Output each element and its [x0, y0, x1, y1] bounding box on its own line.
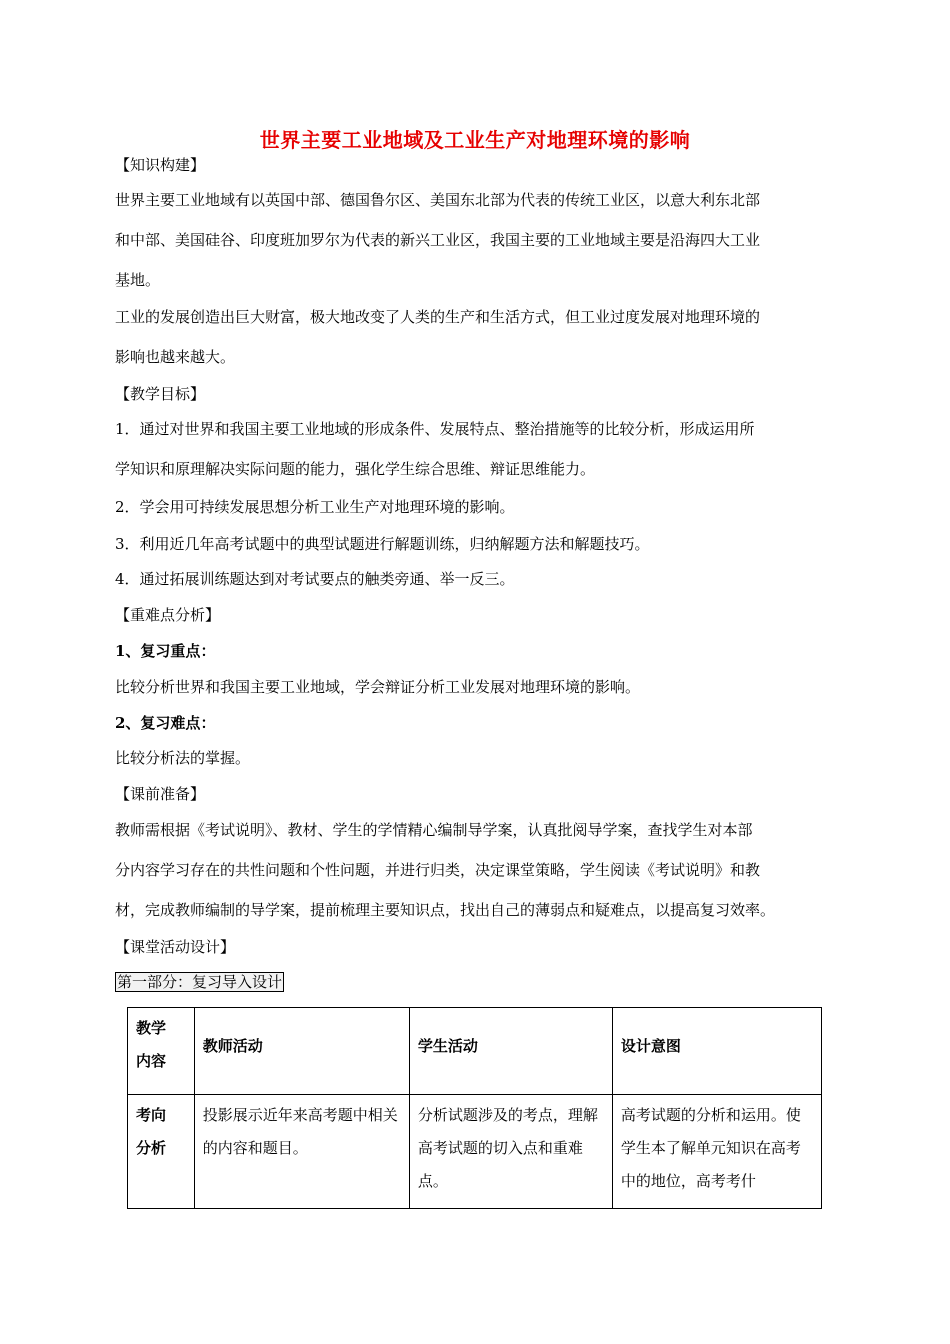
prep-paragraph-line: 分内容学习存在的共性问题和个性问题，并进行归类，决定课堂策略，学生阅读《考试说明》和教	[115, 861, 761, 879]
goals-heading: 【教学目标】	[115, 385, 206, 403]
knowledge-heading: 【知识构建】	[115, 156, 206, 174]
cell-student-activity: 分析试题涉及的考点，理解高考试题的切入点和重难点。	[409, 1095, 612, 1209]
lesson-design-table	[127, 1007, 822, 1209]
goals-item-line: 学知识和原理解决实际问题的能力，强化学生综合思维、辩证思维能力。	[115, 460, 596, 478]
prep-paragraph-line: 教师需根据《考试说明》、教材、学生的学情精心编制导学案，认真批阅导学案，查找学生对本部	[115, 821, 753, 839]
header-content-line: 教学	[136, 1019, 167, 1037]
cell-content-line: 分析	[136, 1139, 167, 1157]
header-cell-student: 学生活动	[409, 1008, 612, 1095]
header-cell-teacher: 教师活动	[194, 1008, 409, 1095]
cell-teacher-activity: 投影展示近年来高考题中相关的内容和题目。	[194, 1095, 409, 1209]
key-point-label: 1、复习重点：	[115, 642, 216, 660]
analysis-heading: 【重难点分析】	[115, 606, 221, 624]
goals-item-line: 3．利用近几年高考试题中的典型试题进行解题训练，归纳解题方法和解题技巧。	[115, 535, 650, 553]
cell-content-line: 考向	[136, 1106, 167, 1124]
header-cell-intent: 设计意图	[612, 1008, 821, 1095]
knowledge-paragraph-line: 基地。	[115, 271, 161, 289]
difficulty-label: 2、复习难点：	[115, 714, 216, 732]
knowledge-paragraph-line: 世界主要工业地域有以英国中部、德国鲁尔区、美国东北部为代表的传统工业区，以意大利东北部	[115, 191, 761, 209]
difficulty-text: 比较分析法的掌握。	[115, 749, 251, 767]
header-content-line: 内容	[136, 1052, 167, 1070]
part-one-label-wrapper	[115, 972, 845, 992]
document-title: 世界主要工业地域及工业生产对地理环境的影响	[259, 128, 691, 152]
knowledge-paragraph-line: 工业的发展创造出巨大财富，极大地改变了人类的生产和生活方式，但工业过度发展对地理环境的	[115, 308, 761, 326]
cell-design-intent: 高考试题的分析和运用。使学生本了解单元知识在高考中的地位，高考考什	[612, 1095, 821, 1209]
goals-item-line: 2．学会用可持续发展思想分析工业生产对地理环境的影响。	[115, 498, 515, 516]
header-cell-content	[128, 1008, 195, 1095]
prep-paragraph-line: 材，完成教师编制的导学案，提前梳理主要知识点，找出自己的薄弱点和疑难点，以提高复习效率。	[115, 901, 776, 919]
table-row	[128, 1095, 822, 1209]
key-point-text: 比较分析世界和我国主要工业地域，学会辩证分析工业发展对地理环境的影响。	[115, 678, 641, 696]
goals-item-line: 1．通过对世界和我国主要工业地域的形成条件、发展特点、整治措施等的比较分析，形成运用所	[115, 420, 755, 438]
part-one-label: 第一部分：复习导入设计	[117, 973, 283, 991]
table-header-row	[128, 1008, 822, 1095]
cell-content	[128, 1095, 195, 1209]
knowledge-paragraph-line: 影响也越来越大。	[115, 348, 236, 366]
knowledge-paragraph-line: 和中部、美国硅谷、印度班加罗尔为代表的新兴工业区，我国主要的工业地域主要是沿海四大工业	[115, 231, 761, 249]
prep-heading: 【课前准备】	[115, 785, 206, 803]
activity-heading: 【课堂活动设计】	[115, 938, 236, 956]
goals-item-line: 4．通过拓展训练题达到对考试要点的触类旁通、举一反三。	[115, 570, 515, 588]
